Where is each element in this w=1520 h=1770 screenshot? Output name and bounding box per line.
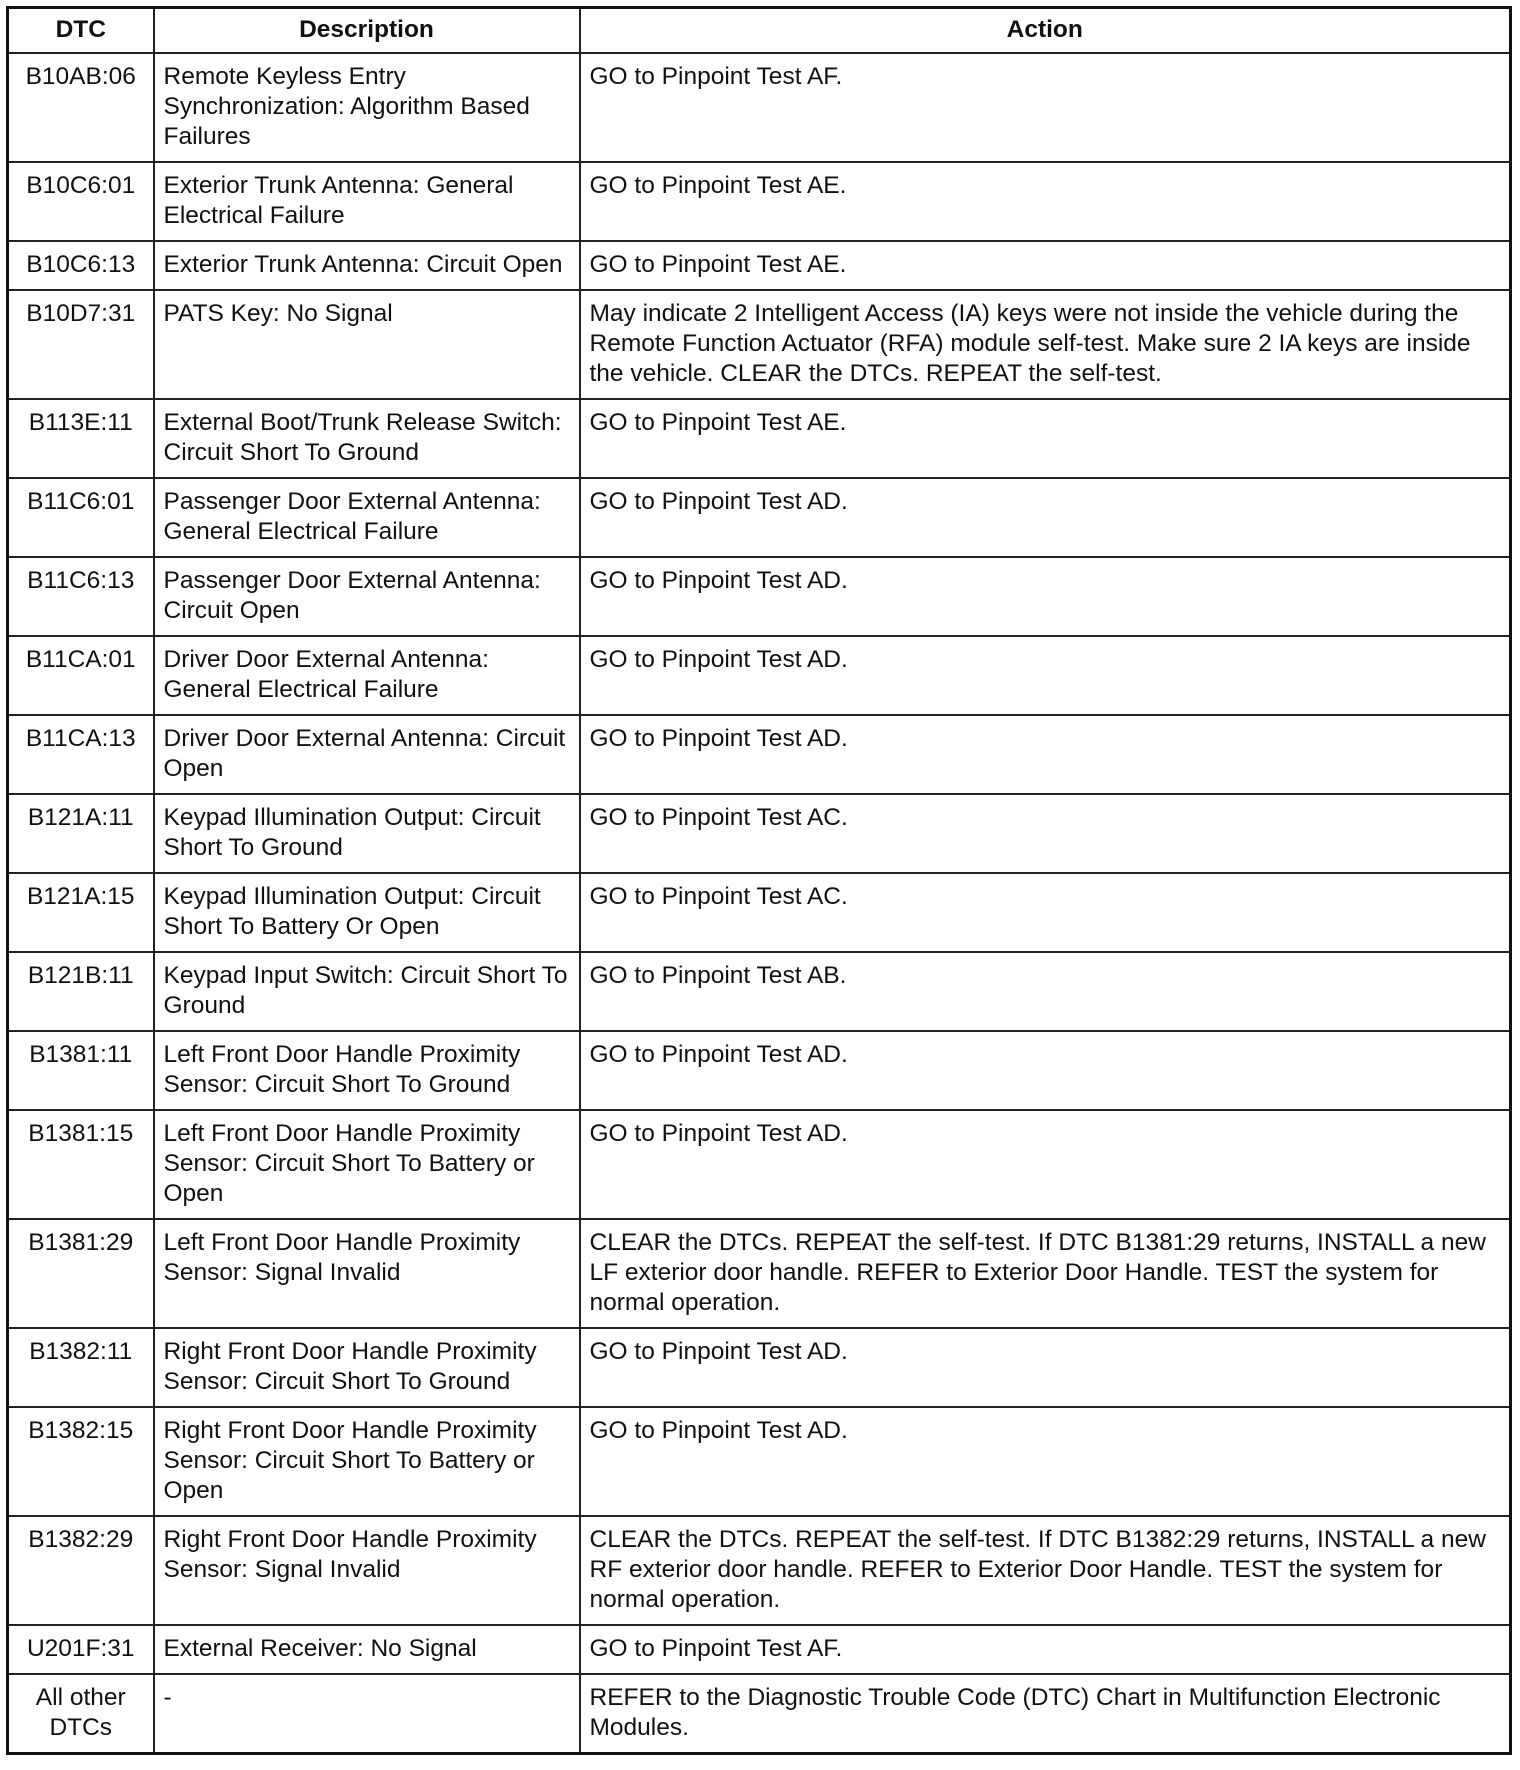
dtc-code-cell: B1382:15: [8, 1407, 154, 1516]
dtc-code-cell: B121B:11: [8, 952, 154, 1031]
description-cell: Exterior Trunk Antenna: General Electrical Failure: [154, 162, 580, 241]
action-cell: GO to Pinpoint Test AD.: [580, 557, 1511, 636]
action-cell: GO to Pinpoint Test AD.: [580, 1031, 1511, 1110]
dtc-code-cell: B11CA:13: [8, 715, 154, 794]
table-row: [8, 715, 1511, 794]
table-row: [8, 290, 1511, 399]
table-row: [8, 873, 1511, 952]
dtc-code-cell: B11CA:01: [8, 636, 154, 715]
table-row: [8, 557, 1511, 636]
description-cell: Keypad Input Switch: Circuit Short To Ground: [154, 952, 580, 1031]
table-row: [8, 1219, 1511, 1328]
header-row: [8, 8, 1511, 54]
dtc-code-cell: B1381:15: [8, 1110, 154, 1219]
action-cell: GO to Pinpoint Test AD.: [580, 478, 1511, 557]
action-cell: GO to Pinpoint Test AD.: [580, 1328, 1511, 1407]
dtc-code-cell: All other DTCs: [8, 1674, 154, 1754]
description-cell: Passenger Door External Antenna: Circuit Open: [154, 557, 580, 636]
description-cell: Keypad Illumination Output: Circuit Short To Battery Or Open: [154, 873, 580, 952]
table-row: [8, 1407, 1511, 1516]
table-header: [8, 8, 1511, 54]
description-cell: Right Front Door Handle Proximity Sensor: Signal Invalid: [154, 1516, 580, 1625]
action-cell: GO to Pinpoint Test AD.: [580, 715, 1511, 794]
dtc-code-cell: U201F:31: [8, 1625, 154, 1674]
dtc-code-cell: B11C6:01: [8, 478, 154, 557]
action-cell: GO to Pinpoint Test AC.: [580, 794, 1511, 873]
header-description: Description: [154, 8, 580, 54]
dtc-code-cell: B121A:15: [8, 873, 154, 952]
header-action: Action: [580, 8, 1511, 54]
description-cell: Passenger Door External Antenna: General Electrical Failure: [154, 478, 580, 557]
dtc-code-cell: B10AB:06: [8, 53, 154, 162]
description-cell: Left Front Door Handle Proximity Sensor: Circuit Short To Battery or Open: [154, 1110, 580, 1219]
table-row: [8, 1674, 1511, 1754]
table-row: [8, 1625, 1511, 1674]
action-cell: GO to Pinpoint Test AD.: [580, 1110, 1511, 1219]
description-cell: Right Front Door Handle Proximity Sensor: Circuit Short To Battery or Open: [154, 1407, 580, 1516]
description-cell: PATS Key: No Signal: [154, 290, 580, 399]
action-cell: REFER to the Diagnostic Trouble Code (DTC) Chart in Multifunction Electronic Modules.: [580, 1674, 1511, 1754]
description-cell: Driver Door External Antenna: Circuit Open: [154, 715, 580, 794]
description-cell: Left Front Door Handle Proximity Sensor: Signal Invalid: [154, 1219, 580, 1328]
dtc-code-cell: B11C6:13: [8, 557, 154, 636]
table-row: [8, 952, 1511, 1031]
table-body: [8, 53, 1511, 1754]
action-cell: GO to Pinpoint Test AD.: [580, 636, 1511, 715]
table-row: [8, 399, 1511, 478]
description-cell: Left Front Door Handle Proximity Sensor: Circuit Short To Ground: [154, 1031, 580, 1110]
action-cell: GO to Pinpoint Test AB.: [580, 952, 1511, 1031]
action-cell: GO to Pinpoint Test AF.: [580, 1625, 1511, 1674]
dtc-code-cell: B10C6:13: [8, 241, 154, 290]
description-cell: Remote Keyless Entry Synchronization: Algorithm Based Failures: [154, 53, 580, 162]
table-row: [8, 241, 1511, 290]
dtc-code-cell: B121A:11: [8, 794, 154, 873]
description-cell: -: [154, 1674, 580, 1754]
table-row: [8, 1031, 1511, 1110]
action-cell: GO to Pinpoint Test AC.: [580, 873, 1511, 952]
dtc-code-cell: B1381:11: [8, 1031, 154, 1110]
action-cell: GO to Pinpoint Test AE.: [580, 399, 1511, 478]
action-cell: CLEAR the DTCs. REPEAT the self-test. If DTC B1382:29 returns, INSTALL a new RF exterior door handle. REFER to Exterior Door Handle. TEST the system for normal operation.: [580, 1516, 1511, 1625]
dtc-code-cell: B113E:11: [8, 399, 154, 478]
table-row: [8, 162, 1511, 241]
table-row: [8, 794, 1511, 873]
description-cell: External Receiver: No Signal: [154, 1625, 580, 1674]
dtc-table: [6, 6, 1512, 1755]
header-dtc: DTC: [8, 8, 154, 54]
dtc-code-cell: B1381:29: [8, 1219, 154, 1328]
action-cell: GO to Pinpoint Test AF.: [580, 53, 1511, 162]
description-cell: Keypad Illumination Output: Circuit Short To Ground: [154, 794, 580, 873]
action-cell: GO to Pinpoint Test AE.: [580, 162, 1511, 241]
description-cell: Driver Door External Antenna: General Electrical Failure: [154, 636, 580, 715]
action-cell: GO to Pinpoint Test AD.: [580, 1407, 1511, 1516]
table-row: [8, 1110, 1511, 1219]
dtc-code-cell: B10D7:31: [8, 290, 154, 399]
action-cell: CLEAR the DTCs. REPEAT the self-test. If DTC B1381:29 returns, INSTALL a new LF exterior door handle. REFER to Exterior Door Handle. TEST the system for normal operation.: [580, 1219, 1511, 1328]
description-cell: Right Front Door Handle Proximity Sensor: Circuit Short To Ground: [154, 1328, 580, 1407]
action-cell: May indicate 2 Intelligent Access (IA) keys were not inside the vehicle during the Remote Function Actuator (RFA) module self-test. Make sure 2 IA keys are inside the vehicle. CLEAR the DTCs. REPEAT the self-test.: [580, 290, 1511, 399]
table-row: [8, 1516, 1511, 1625]
table-row: [8, 636, 1511, 715]
table-row: [8, 53, 1511, 162]
dtc-code-cell: B10C6:01: [8, 162, 154, 241]
dtc-code-cell: B1382:29: [8, 1516, 154, 1625]
description-cell: External Boot/Trunk Release Switch: Circuit Short To Ground: [154, 399, 580, 478]
table-row: [8, 1328, 1511, 1407]
dtc-code-cell: B1382:11: [8, 1328, 154, 1407]
description-cell: Exterior Trunk Antenna: Circuit Open: [154, 241, 580, 290]
table-row: [8, 478, 1511, 557]
action-cell: GO to Pinpoint Test AE.: [580, 241, 1511, 290]
